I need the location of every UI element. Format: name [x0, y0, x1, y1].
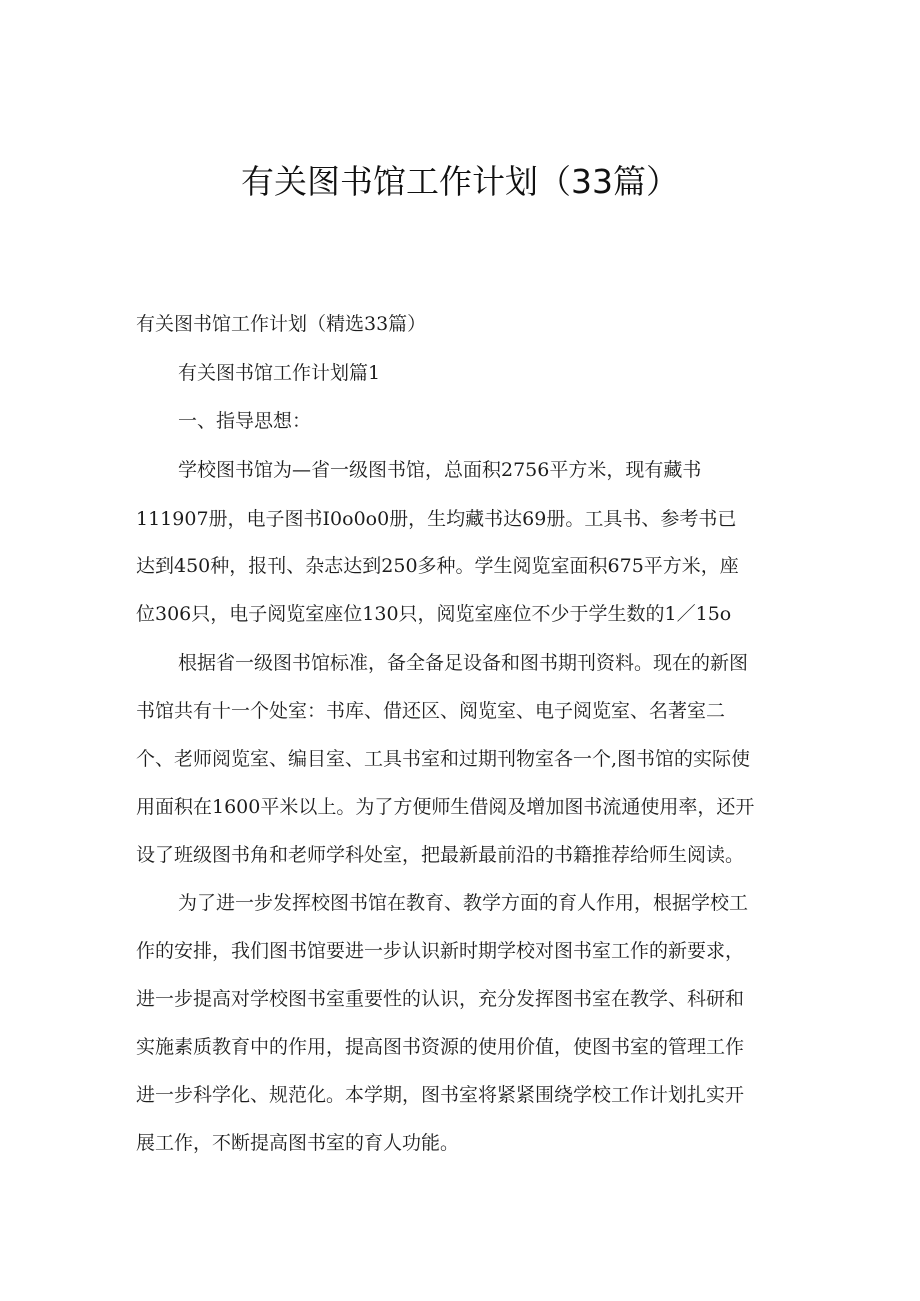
paragraph-3-line-4: 实施素质教育中的作用，提高图书资源的使用价值，使图书室的管理工作: [136, 1036, 745, 1058]
paragraph-1-line-4: 位306只，电子阅览室座位130只，阅览室座位不少于学生数的1／15o: [136, 603, 732, 625]
paragraph-3-line-5: 进一步科学化、规范化。本学期，图书室将紧紧围绕学校工作计划扎实开: [136, 1084, 745, 1106]
paragraph-3-line-6: 展工作，不断提高图书室的育人功能。: [136, 1132, 460, 1154]
paragraph-2-line-4: 用面积在1600平米以上。为了方便师生借阅及增加图书流通使用率，还开: [136, 796, 755, 818]
paragraph-1-line-2: 111907册，电子图书I0o0o0册，生均藏书达69册。工具书、参考书已: [136, 508, 737, 530]
paragraph-1-line-1: 学校图书馆为—省一级图书馆，总面积2756平方米，现有藏书: [178, 459, 702, 481]
section-heading: 有关图书馆工作计划篇1: [178, 362, 381, 384]
paragraph-2-line-1: 根据省一级图书馆标准，备全备足设备和图书期刊资料。现在的新图: [178, 652, 749, 674]
page-title: 有关图书馆工作计划（33篇）: [241, 162, 679, 201]
document-subtitle: 有关图书馆工作计划（精选33篇）: [136, 313, 427, 335]
paragraph-3-line-2: 作的安排，我们图书馆要进一步认识新时期学校对图书室工作的新要求，: [136, 940, 745, 962]
paragraph-1-line-3: 达到450种，报刊、杂志达到250多种。学生阅览室面积675平方米，座: [136, 555, 739, 577]
paragraph-2-line-3: 个、老师阅览室、编目室、工具书室和过期刊物室各一个,图书馆的实际使: [136, 748, 751, 770]
paragraph-3-line-3: 进一步提高对学校图书室重要性的认识，充分发挥图书室在教学、科研和: [136, 988, 745, 1010]
paragraph-2-line-5: 设了班级图书角和老师学科处室，把最新最前沿的书籍推荐给师生阅读。: [136, 844, 745, 866]
point-heading: 一、指导思想：: [178, 410, 312, 432]
paragraph-3-line-1: 为了进一步发挥校图书馆在教育、教学方面的育人作用，根据学校工: [178, 892, 749, 914]
paragraph-2-line-2: 书馆共有十一个处室：书库、借还区、阅览室、电子阅览室、名著室二: [136, 700, 726, 722]
